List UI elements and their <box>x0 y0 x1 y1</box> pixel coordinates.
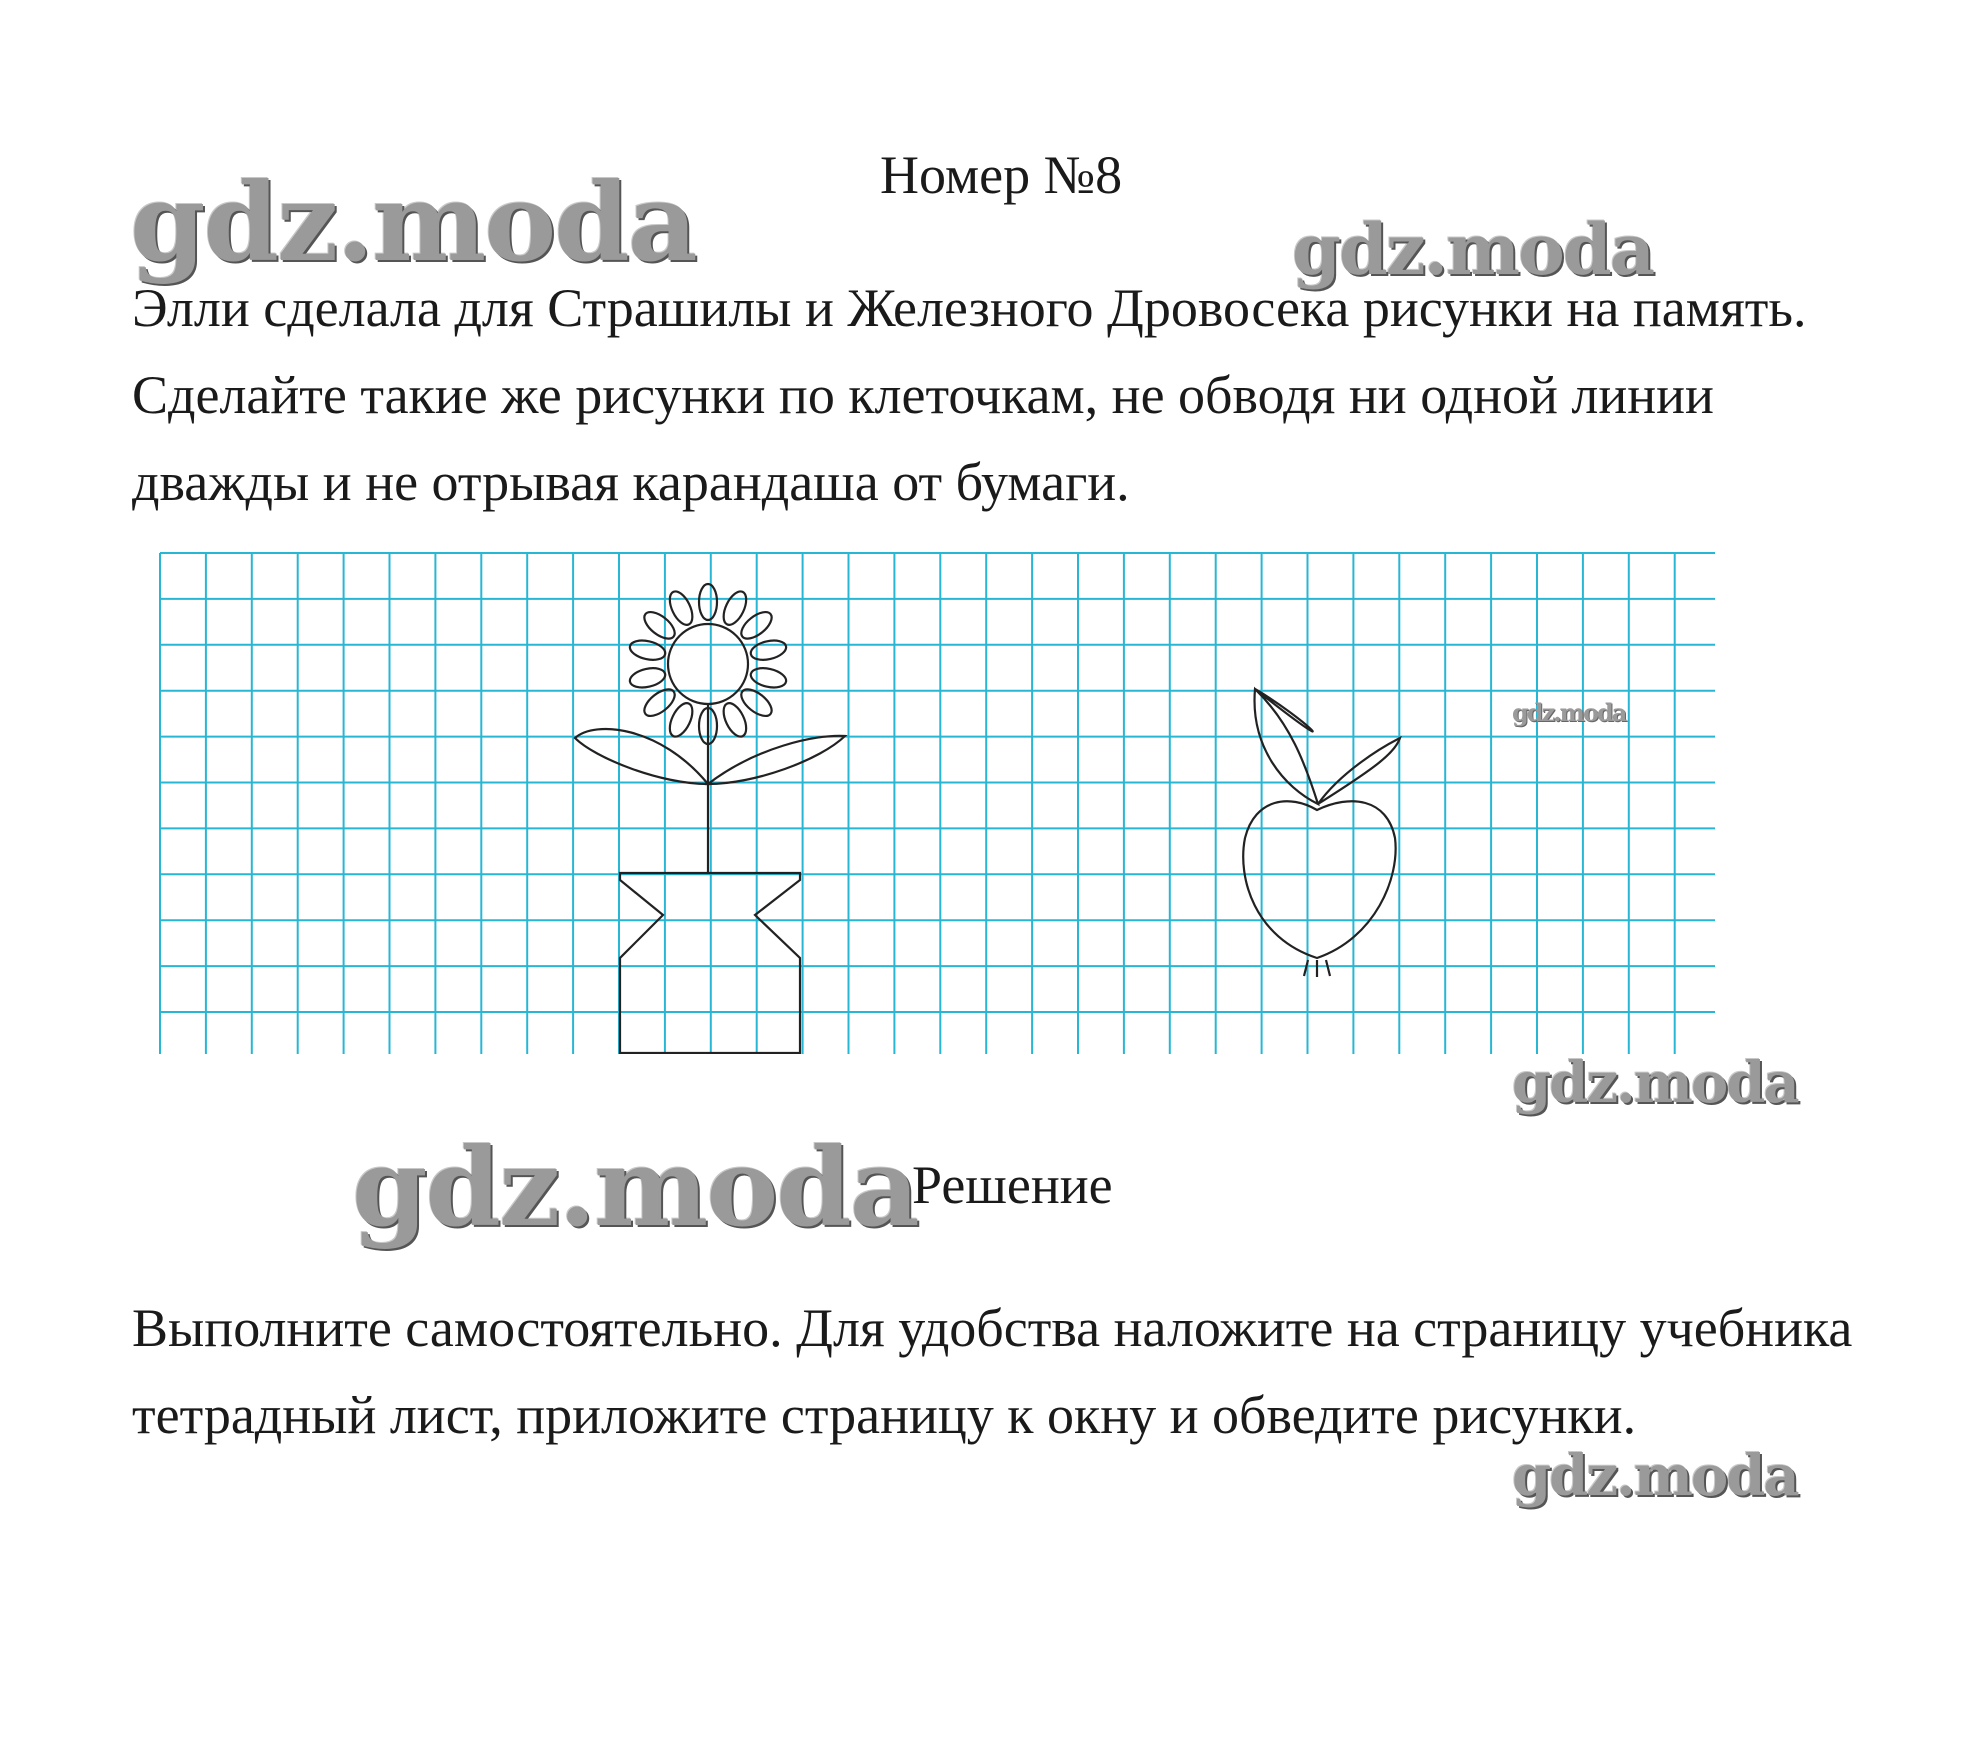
grid-lines <box>160 553 1715 1054</box>
apple-drawing <box>1243 689 1400 977</box>
watermark-logo: gdz.moda <box>1512 1050 1798 1116</box>
flower-petal <box>749 637 788 663</box>
flower-center <box>668 624 748 704</box>
flower-petal <box>628 665 667 691</box>
flower-petal <box>749 665 788 691</box>
apple-body <box>1243 801 1395 958</box>
flower-petal <box>628 637 667 663</box>
watermark-logo: gdz.moda <box>130 160 696 286</box>
watermark-logo: gdz.moda <box>1512 698 1626 727</box>
right-leaf <box>708 736 845 784</box>
apple-leaf-right <box>1318 738 1400 804</box>
watermark-logo: gdz.moda <box>1292 208 1654 291</box>
flower-petal <box>699 584 717 620</box>
solution-heading: Решение <box>912 1155 1113 1215</box>
watermark-logo: gdz.moda <box>352 1125 918 1251</box>
task-text: Элли сделала для Страшилы и Железного Дровосека рисунки на память. Сделайте такие же рисунки по клеточкам, не обводя ни одной линии дважды и не отрывая карандаша от бумаги. <box>132 278 1807 512</box>
grid-picture <box>155 548 1715 1054</box>
page-title: Номер №8 <box>880 145 1123 205</box>
watermark-logo: gdz.moda <box>1512 1443 1798 1509</box>
solution-text: Выполните самостоятельно. Для удобства наложите на страницу учебника тетрадный лист, приложите страницу к окну и обведите рисунки. <box>132 1298 1853 1445</box>
